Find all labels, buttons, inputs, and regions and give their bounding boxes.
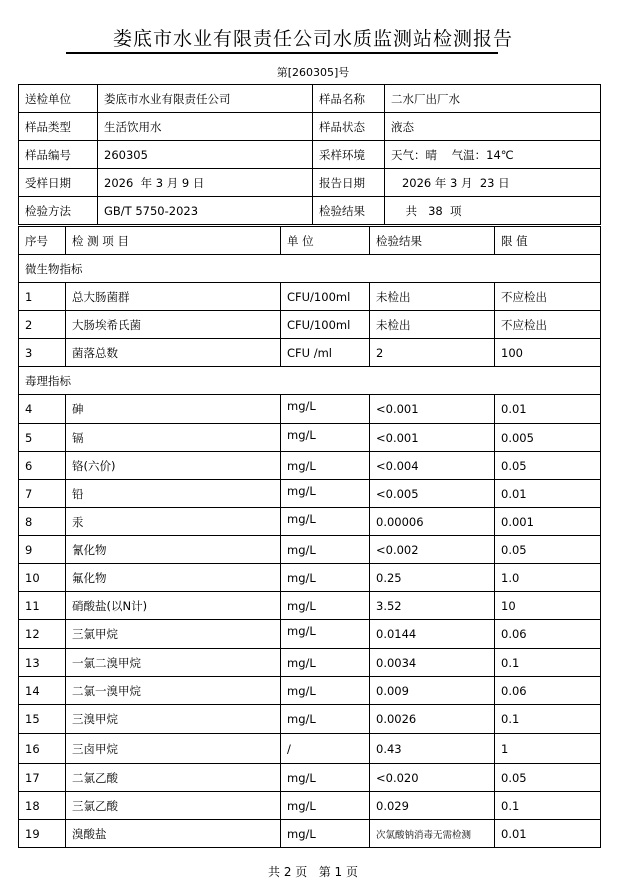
row-item: 三溴甲烷	[66, 705, 281, 734]
row-limit: 0.05	[495, 536, 601, 564]
row-unit: mg/L	[281, 564, 370, 592]
row-limit: 10	[495, 592, 601, 620]
row-limit: 不应检出	[495, 311, 601, 339]
info-row	[19, 85, 601, 113]
row-no: 19	[19, 820, 66, 848]
row-item: 二氯乙酸	[66, 764, 281, 792]
row-no: 2	[19, 311, 66, 339]
row-no: 13	[19, 649, 66, 677]
row-unit: mg/L	[281, 395, 370, 424]
header-unit: 单 位	[281, 227, 370, 255]
row-unit: mg/L	[281, 820, 370, 848]
row-limit: 0.05	[495, 764, 601, 792]
row-item: 二氯一溴甲烷	[66, 677, 281, 705]
table-row	[19, 592, 601, 620]
row-item: 溴酸盐	[66, 820, 281, 848]
row-result: <0.001	[370, 424, 495, 452]
row-item: 三卤甲烷	[66, 734, 281, 764]
table-row	[19, 283, 601, 311]
header-no: 序号	[19, 227, 66, 255]
test-results-table	[18, 226, 601, 848]
info-row	[19, 113, 601, 141]
row-result: 2	[370, 339, 495, 367]
row-result: 未检出	[370, 283, 495, 311]
env-label: 采样环境	[313, 141, 385, 169]
row-limit: 0.01	[495, 480, 601, 508]
row-unit: /	[281, 734, 370, 764]
row-unit: mg/L	[281, 452, 370, 480]
row-item: 汞	[66, 508, 281, 536]
row-result: <0.001	[370, 395, 495, 424]
row-limit: 不应检出	[495, 283, 601, 311]
row-item: 菌落总数	[66, 339, 281, 367]
row-no: 9	[19, 536, 66, 564]
row-item: 铬(六价)	[66, 452, 281, 480]
row-item: 氟化物	[66, 564, 281, 592]
env-value: 天气：晴 气温：14℃	[385, 141, 601, 169]
section-toxicology: 毒理指标	[19, 367, 601, 395]
row-no: 3	[19, 339, 66, 367]
sample-type-label: 样品类型	[19, 113, 98, 141]
row-item: 铅	[66, 480, 281, 508]
row-unit: CFU /ml	[281, 339, 370, 367]
row-result: 3.52	[370, 592, 495, 620]
row-item: 硝酸盐(以N计)	[66, 592, 281, 620]
row-item: 总大肠菌群	[66, 283, 281, 311]
row-limit: 0.001	[495, 508, 601, 536]
row-no: 18	[19, 792, 66, 820]
row-unit: mg/L	[281, 592, 370, 620]
sample-state-value: 液态	[385, 113, 601, 141]
row-result: 0.029	[370, 792, 495, 820]
row-limit: 0.05	[495, 452, 601, 480]
row-limit: 1	[495, 734, 601, 764]
row-no: 4	[19, 395, 66, 424]
row-no: 11	[19, 592, 66, 620]
row-limit: 0.06	[495, 620, 601, 649]
row-unit: mg/L	[281, 705, 370, 734]
row-result: 0.25	[370, 564, 495, 592]
table-row	[19, 311, 601, 339]
section-row	[19, 255, 601, 283]
page-footer: 共 2 页 第 1 页	[268, 865, 358, 879]
row-limit: 0.1	[495, 705, 601, 734]
method-label: 检验方法	[19, 197, 98, 225]
row-limit: 0.06	[495, 677, 601, 705]
table-row	[19, 452, 601, 480]
sample-state-label: 样品状态	[313, 113, 385, 141]
row-no: 8	[19, 508, 66, 536]
report-title: 娄底市水业有限责任公司水质监测站检测报告	[112, 28, 513, 50]
section-microbial: 微生物指标	[19, 255, 601, 283]
row-result: <0.004	[370, 452, 495, 480]
table-row	[19, 677, 601, 705]
sample-name-label: 样品名称	[313, 85, 385, 113]
row-result: 0.009	[370, 677, 495, 705]
table-row	[19, 536, 601, 564]
table-row	[19, 480, 601, 508]
row-result: 0.0144	[370, 620, 495, 649]
row-item: 大肠埃希氏菌	[66, 311, 281, 339]
row-item: 三氯甲烷	[66, 620, 281, 649]
row-no: 17	[19, 764, 66, 792]
row-limit: 1.0	[495, 564, 601, 592]
info-row	[19, 141, 601, 169]
row-result: <0.002	[370, 536, 495, 564]
row-unit: mg/L	[281, 536, 370, 564]
row-unit: mg/L	[281, 508, 370, 536]
sample-name-value: 二水厂出厂水	[385, 85, 601, 113]
row-no: 7	[19, 480, 66, 508]
row-result: 0.00006	[370, 508, 495, 536]
row-result: 0.0026	[370, 705, 495, 734]
table-row	[19, 620, 601, 649]
row-limit: 0.005	[495, 424, 601, 452]
section-row	[19, 367, 601, 395]
table-header	[19, 227, 601, 255]
header-result: 检验结果	[370, 227, 495, 255]
row-no: 16	[19, 734, 66, 764]
row-no: 5	[19, 424, 66, 452]
result-label: 检验结果	[313, 197, 385, 225]
info-row	[19, 197, 601, 225]
row-no: 15	[19, 705, 66, 734]
table-row	[19, 792, 601, 820]
row-no: 12	[19, 620, 66, 649]
recv-date-value: 2026 年 3 月 9 日	[98, 169, 313, 197]
row-limit: 0.1	[495, 792, 601, 820]
row-unit: CFU/100ml	[281, 311, 370, 339]
table-row	[19, 705, 601, 734]
row-no: 1	[19, 283, 66, 311]
sample-no-value: 260305	[98, 141, 313, 169]
sender-label: 送检单位	[19, 85, 98, 113]
header-limit: 限 值	[495, 227, 601, 255]
row-result: 未检出	[370, 311, 495, 339]
row-limit: 100	[495, 339, 601, 367]
row-unit: mg/L	[281, 480, 370, 508]
recv-date-label: 受样日期	[19, 169, 98, 197]
row-result: 次氯酸钠消毒无需检测	[370, 820, 495, 848]
sample-type-value: 生活饮用水	[98, 113, 313, 141]
table-row	[19, 395, 601, 424]
table-row	[19, 649, 601, 677]
row-item: 一氯二溴甲烷	[66, 649, 281, 677]
row-unit: CFU/100ml	[281, 283, 370, 311]
report-date-value: 2026 年 3 月 23 日	[385, 169, 601, 197]
row-item: 镉	[66, 424, 281, 452]
table-row	[19, 564, 601, 592]
sender-value: 娄底市水业有限责任公司	[98, 85, 313, 113]
row-limit: 0.01	[495, 820, 601, 848]
result-value: 共 38 项	[385, 197, 601, 225]
row-no: 14	[19, 677, 66, 705]
row-unit: mg/L	[281, 649, 370, 677]
table-row	[19, 508, 601, 536]
row-unit: mg/L	[281, 792, 370, 820]
info-row	[19, 169, 601, 197]
row-item: 三氯乙酸	[66, 792, 281, 820]
table-row	[19, 820, 601, 848]
row-result: <0.020	[370, 764, 495, 792]
row-result: 0.43	[370, 734, 495, 764]
row-limit: 0.01	[495, 395, 601, 424]
sample-info-table	[18, 84, 601, 225]
table-row	[19, 764, 601, 792]
report-number: 第[260305]号	[276, 66, 350, 79]
row-unit: mg/L	[281, 424, 370, 452]
row-limit: 0.1	[495, 649, 601, 677]
row-unit: mg/L	[281, 764, 370, 792]
sample-no-label: 样品编号	[19, 141, 98, 169]
title-underline	[66, 52, 498, 54]
row-no: 10	[19, 564, 66, 592]
row-unit: mg/L	[281, 620, 370, 649]
table-row	[19, 734, 601, 764]
row-item: 砷	[66, 395, 281, 424]
row-item: 氰化物	[66, 536, 281, 564]
header-item: 检 测 项 目	[66, 227, 281, 255]
row-no: 6	[19, 452, 66, 480]
row-result: 0.0034	[370, 649, 495, 677]
table-row	[19, 424, 601, 452]
table-row	[19, 339, 601, 367]
row-unit: mg/L	[281, 677, 370, 705]
row-result: <0.005	[370, 480, 495, 508]
report-date-label: 报告日期	[313, 169, 385, 197]
method-value: GB/T 5750-2023	[98, 197, 313, 225]
